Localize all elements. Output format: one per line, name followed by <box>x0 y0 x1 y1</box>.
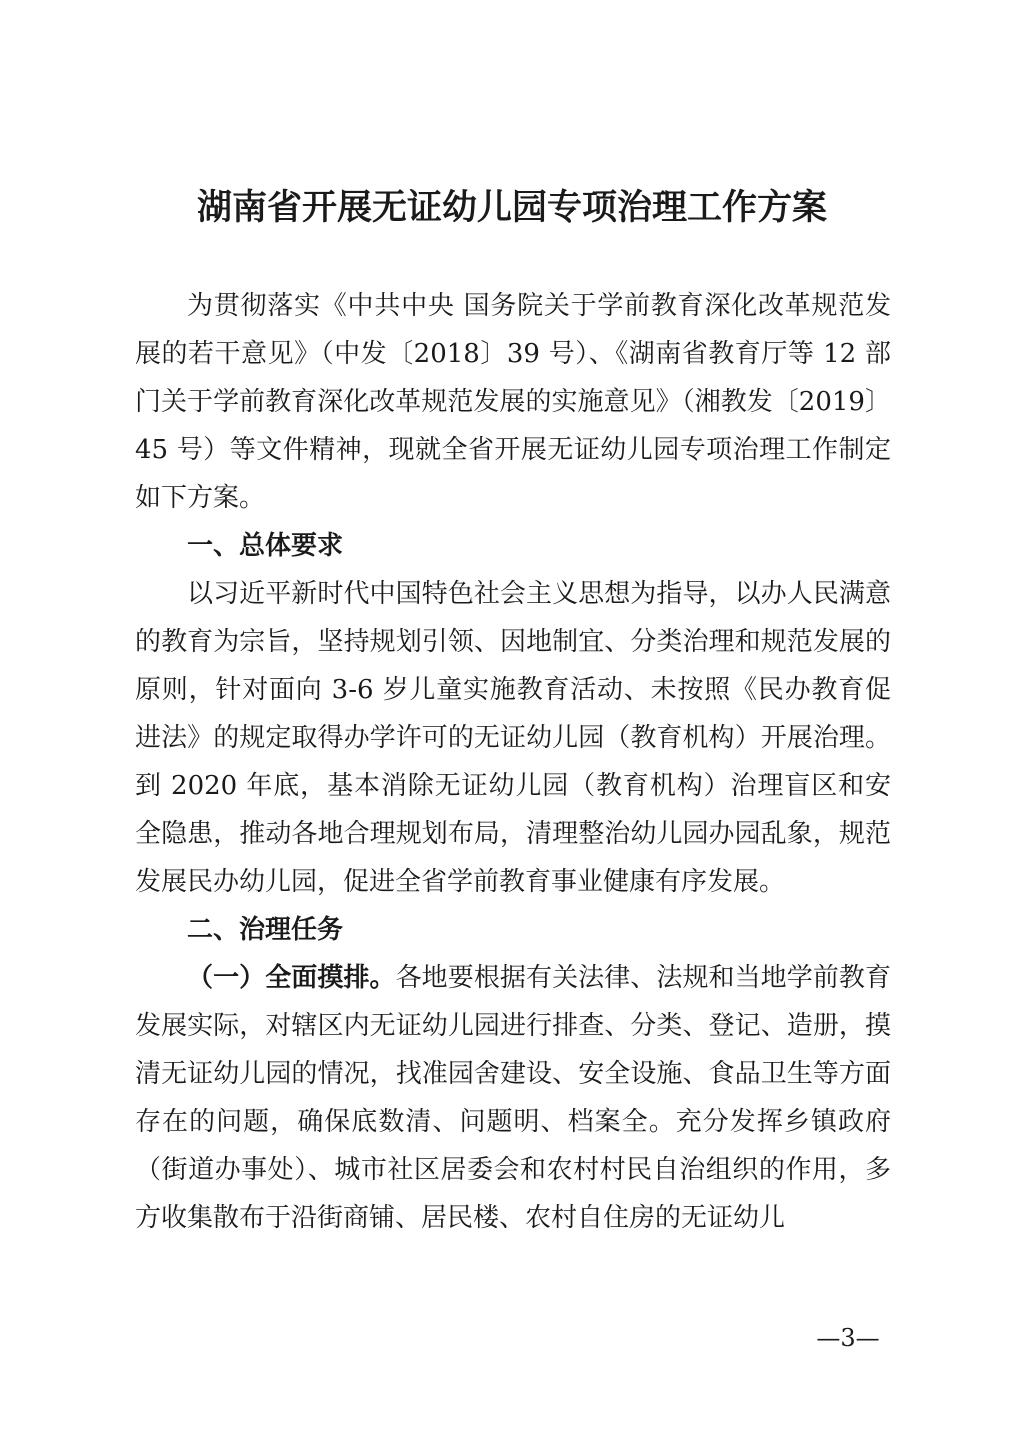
intro-paragraph: 为贯彻落实《中共中央 国务院关于学前教育深化改革规范发展的若干意见》（中发〔2018〕39 号）、《湖南省教育厅等 12 部门关于学前教育深化改革规范发展的实施意见》（湘教发〔2019〕45 号）等文件精神，现就全省开展无证幼儿园专项治理工作制定如下方案。 <box>135 291 891 513</box>
page-number: —3— <box>816 1324 880 1352</box>
task-item-1-lead: （一）全面摸排。 <box>187 963 396 993</box>
section-heading-general-requirements: 一、总体要求 <box>187 531 344 561</box>
general-requirements-paragraph: 以习近平新时代中国特色社会主义思想为指导，以办人民满意的教育为宗旨，坚持规划引领、因地制宜、分类治理和规范发展的原则，针对面向 3-6 岁儿童实施教育活动、未按照《民办教育促进法》的规定取得办学许可的无证幼儿园（教育机构）开展治理。到 2020 年底，基本消除无证幼儿园（教育机构）治理盲区和安全隐患，推动各地合理规划布局，清理整治幼儿园办园乱象，规范发展民办幼儿园，促进全省学前教育事业健康有序发展。 <box>135 579 891 897</box>
document-title: 湖南省开展无证幼儿园专项治理工作方案 <box>196 188 827 228</box>
task-item-1-paragraph <box>135 954 891 1242</box>
task-item-1-text: 各地要根据有关法律、法规和当地学前教育发展实际，对辖区内无证幼儿园进行排查、分类、登记、造册，摸清无证幼儿园的情况，找准园舍建设、安全设施、食品卫生等方面存在的问题，确保底数清、问题明、档案全。充分发挥乡镇政府（街道办事处）、城市社区居委会和农村村民自治组织的作用，多方收集散布于沿街商铺、居民楼、农村自住房的无证幼儿 <box>135 963 891 1233</box>
section-heading-governance-tasks: 二、治理任务 <box>187 915 344 945</box>
document-body <box>135 282 891 1242</box>
